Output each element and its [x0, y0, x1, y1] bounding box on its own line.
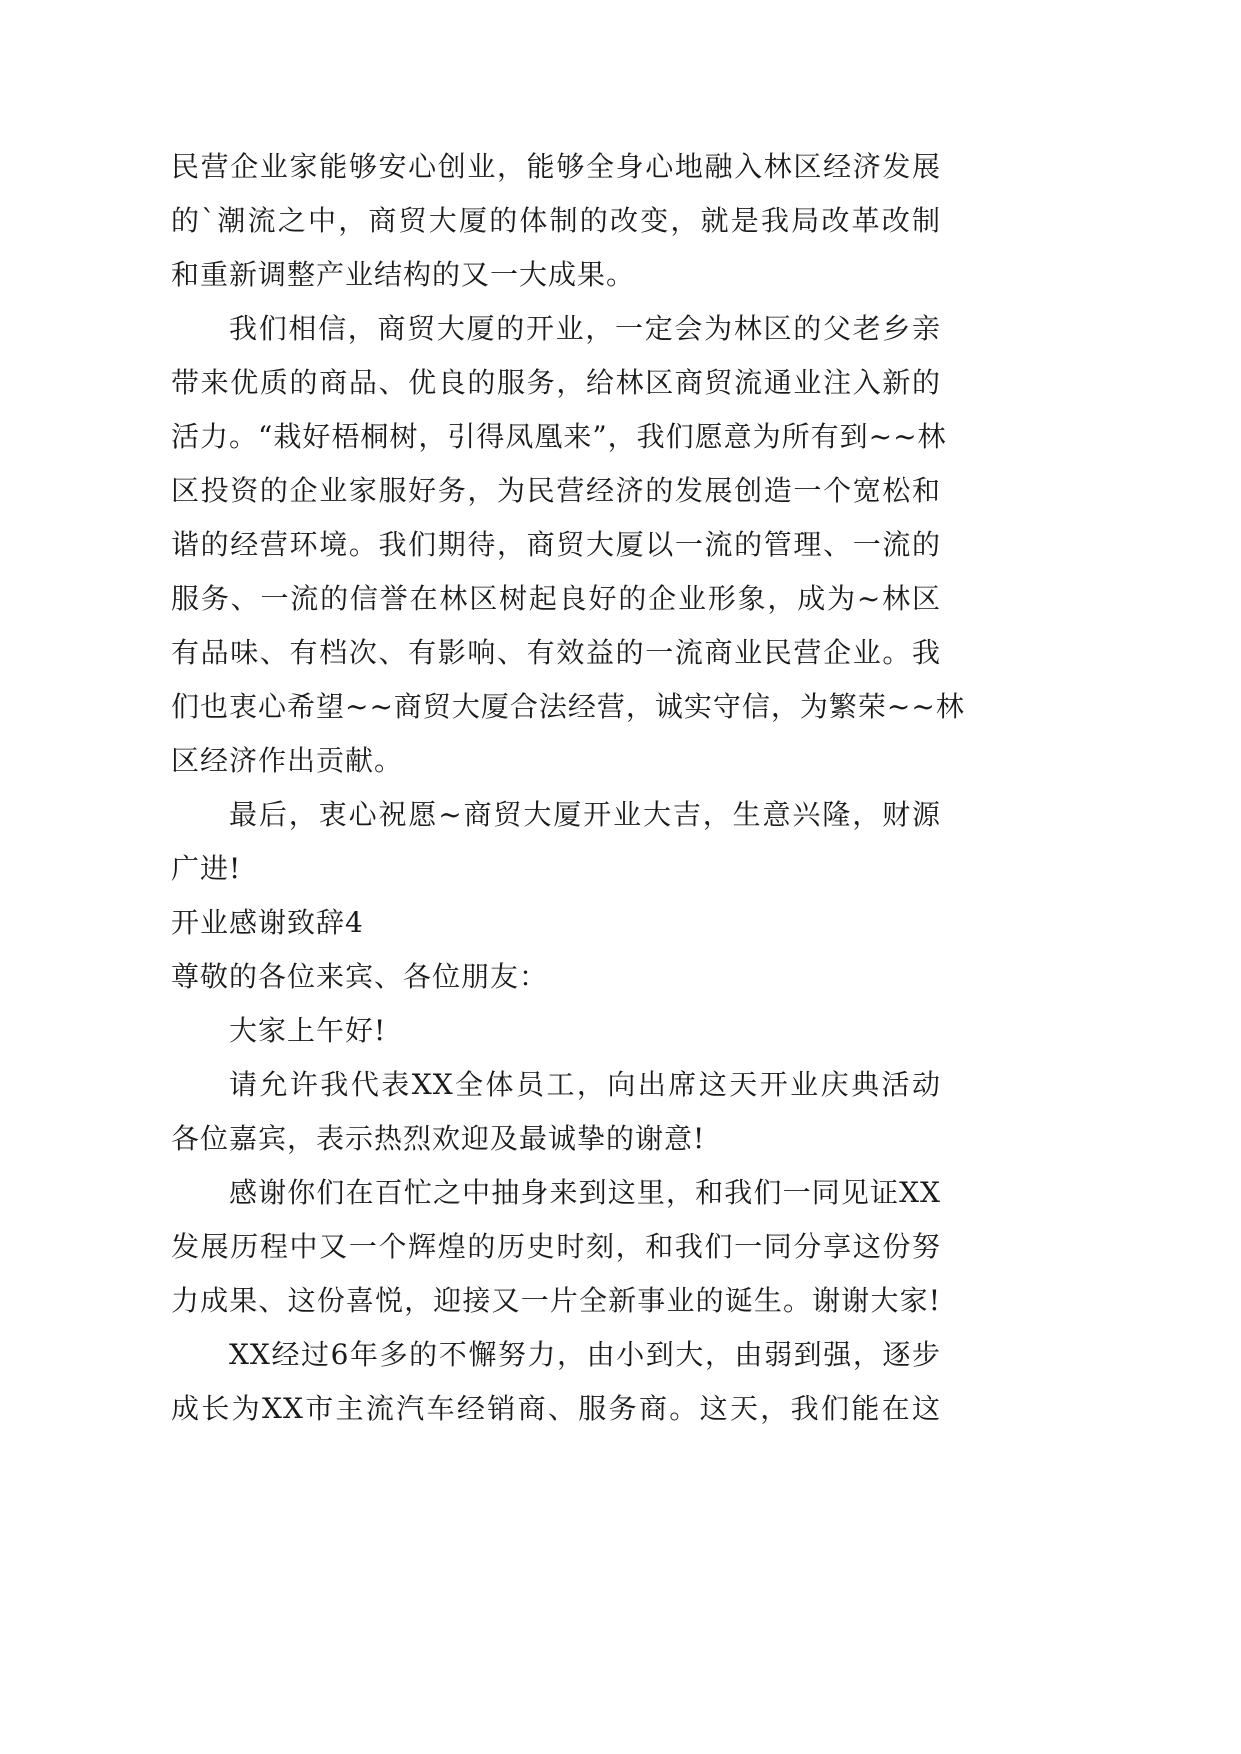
text-line: 和重新调整产业结构的又一大成果。 [171, 258, 636, 291]
text-line: 们也衷心希望~~商贸大厦合法经营，诚实守信，为繁荣~~林 [171, 690, 965, 723]
salutation: 尊敬的各位来宾、各位朋友： [171, 960, 549, 993]
text-line: 民营企业家能够安心创业，能够全身心地融入林区经济发展 [171, 150, 941, 183]
text-line: 各位嘉宾，表示热烈欢迎及最诚挚的谢意! [171, 1122, 706, 1155]
paragraph-first-line: 请允许我代表XX全体员工，向出席这天开业庆典活动 [229, 1068, 941, 1101]
paragraph-first-line: 感谢你们在百忙之中抽身来到这里，和我们一同见证XX [229, 1176, 941, 1209]
paragraph-first-line: XX经过6年多的不懈努力，由小到大，由弱到强，逐步 [229, 1338, 941, 1371]
text-line: 广进! [171, 852, 242, 885]
document-body [171, 140, 965, 1436]
paragraph-first-line: 我们相信，商贸大厦的开业，一定会为林区的父老乡亲 [229, 312, 941, 345]
text-line: 力成果、这份喜悦，迎接又一片全新事业的诞生。谢谢大家! [171, 1284, 941, 1317]
greeting: 大家上午好! [229, 1014, 387, 1047]
text-line: 谐的经营环境。我们期待，商贸大厦以一流的管理、一流的 [171, 528, 941, 561]
text-line: 有品味、有档次、有影响、有效益的一流商业民营企业。我 [171, 636, 941, 669]
text-line: 区投资的企业家服好务，为民营经济的发展创造一个宽松和 [171, 474, 941, 507]
text-line: 区经济作出贡献。 [171, 744, 404, 777]
text-line: 发展历程中又一个辉煌的历史时刻，和我们一同分享这份努 [171, 1230, 941, 1263]
text-line: 服务、一流的信誉在林区树起良好的企业形象，成为~林区 [171, 582, 941, 615]
paragraph-first-line: 最后，衷心祝愿~商贸大厦开业大吉，生意兴隆，财源 [229, 798, 941, 831]
text-line: 活力。“栽好梧桐树，引得凤凰来”，我们愿意为所有到~~林 [171, 420, 947, 453]
section-heading: 开业感谢致辞4 [171, 906, 364, 939]
text-line: 带来优质的商品、优良的服务，给林区商贸流通业注入新的 [171, 366, 941, 399]
text-line: 的`潮流之中，商贸大厦的体制的改变，就是我局改革改制 [171, 204, 941, 237]
text-line: 成长为XX市主流汽车经销商、服务商。这天，我们能在这 [171, 1392, 941, 1425]
